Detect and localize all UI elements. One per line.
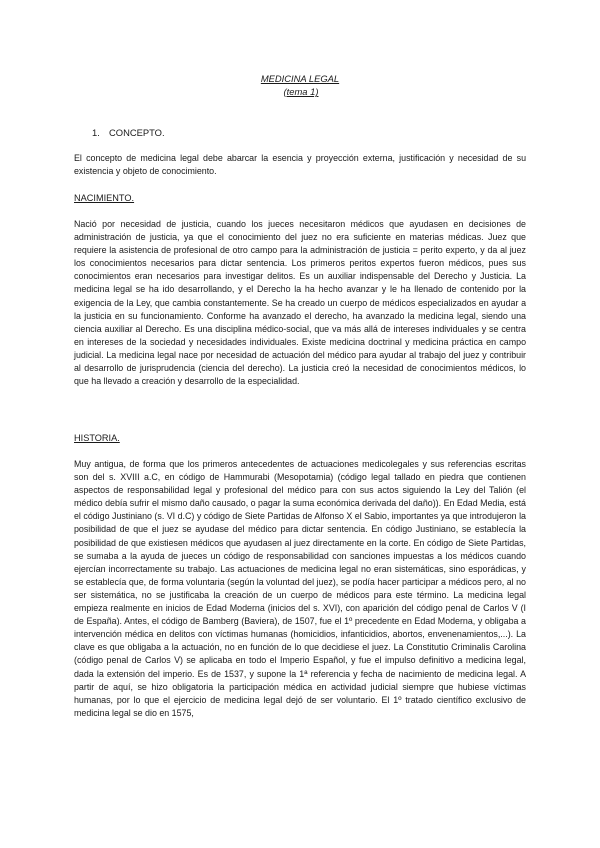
section-heading-text: CONCEPTO.: [109, 127, 165, 138]
concept-paragraph: El concepto de medicina legal debe abarcar la esencia y proyección externa, justificación y necesidad de su existencia y objeto de conocimiento.: [74, 153, 526, 177]
section-heading-historia: HISTORIA.: [74, 433, 120, 443]
title-block: [0, 72, 600, 98]
section-heading-concepto: [92, 126, 165, 139]
document-title: MEDICINA LEGAL: [260, 73, 340, 84]
section-heading-nacimiento: NACIMIENTO.: [74, 193, 135, 203]
historia-paragraph: Muy antigua, de forma que los primeros antecedentes de actuaciones medicolegales y sus referencias escritas son del s. XVIII a.C, en código de Hammurabi (Mesopotamia) (código legal tallado en piedra que contienen aspectos de responsabilidad legal y profesional del médico para con sus actos siguiendo la Ley del Talión (el médico debía sufrir el mismo daño causado, o pagar la suma económica derivada del daño)). En Edad Media, está el código Justiniano (s. VI d.C) y código de Siete Partidas de Alfonso X el Sabio, importantes ya que introdujeron la posibilidad de que el juez se ayudase del médico para dictar sentencia. En código Justiniano, se establecía la posibilidad de que existiesen médicos que ayudasen al juez directamente en la corte. En código de Siete Partidas, se sumaba a la ayuda de jueces un código de responsabilidad con sanciones impuestas a los médicos cuando ejercían incorrectamente su trabajo. Las actuaciones de medicina legal no eran sistemáticas, sino esporádicas, y se establecía que, de forma voluntaria (según la voluntad del juez), se podía hacer participar a médicos pero, al no ser sistemática, no se justificaba la creación de un cuerpo de médicos para este término. La medicina legal empieza realmente en inicios de Edad Moderna (inicios del s. XVI), con aparición del código penal de Carlos V (I de España). Antes, el código de Bamberg (Baviera), de 1507, fue el 1º precedente en Edad Moderna, y obligaba a intervención médica en delitos con víctimas humanas (homicidios, infanticidios, abortos, envenenamientos,...). La clave es que obligaba a la actuación, no en función de lo que decidiese el juez. La Constitutio Criminalis Carolina (código penal de Carlos V) se aplicaba en todo el Imperio Español, y fue el impulso definitivo a medicina legal, dada la extensión del imperio. Es de 1537, y supone la 1ª referencia y fecha de nacimiento de medicina legal. A partir de aquí, se hizo obligatoria la participación médica en actividad judicial siempre que hubiese víctimas humanas, por lo que el ejercicio de medicina legal dejó de ser voluntario. El 1º tratado científico exclusivo de medicina legal se dio en 1575,: [74, 459, 526, 718]
section-number: 1.: [92, 127, 100, 138]
document-subtitle: (tema 1): [283, 86, 319, 97]
nacimiento-paragraph: Nació por necesidad de justicia, cuando los jueces necesitaron médicos que ayudasen en decisiones de administración de justicia, ya que el conocimiento del juez no era suficiente en materias médicas. Juez que requiere la asistencia de profesional de otro campo para la administración de justicia = perito experto, y da al juez los conocimientos necesarios para dictar sentencia. Los primeros peritos expertos fueron médicos, pues sus conocimientos eran necesarios para investigar delitos. Es un auxiliar indispensable del Derecho y Justicia. La medicina legal se ha ido desarrollando, y el Derecho la ha hecho avanzar y le ha llenado de contenido por la exigencia de la Ley, que cambia constantemente. Se ha creado un cuerpo de médicos especializados en ayudar a la justicia en su funcionamiento. Conforme ha avanzado el derecho, ha avanzado la medicina legal, siendo una ciencia auxiliar al Derecho. Es una disciplina médico-social, que va más allá de intereses individuales y se centra en intereses de la sociedad y necesidades individuales. Existe medicina doctrinal y medicina práctica en campo judicial. La medicina legal nace por necesidad de actuación del médico para ayudar al trabajo del juez y contribuir al desarrollo de jurisprudencia (ciencia del derecho). La justicia creó la necesidad de conocimientos médicos, lo que ha llevado a creación y desarrollo de la especialidad.: [74, 219, 526, 387]
